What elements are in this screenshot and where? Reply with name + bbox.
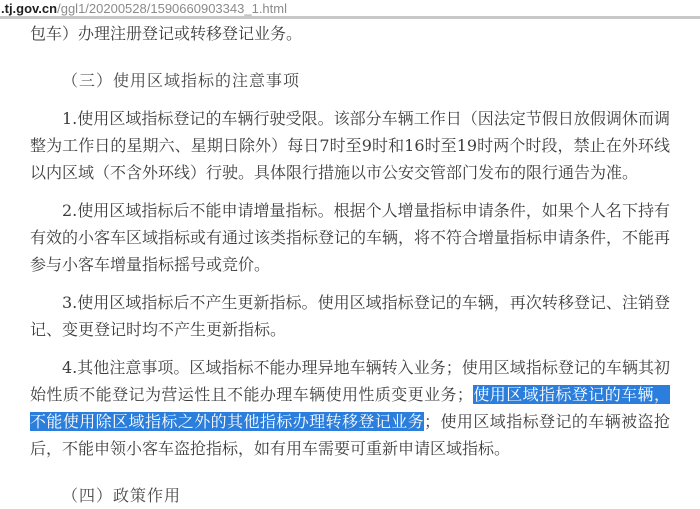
paragraph-item-4 xyxy=(30,354,670,462)
paragraph-item-3: 3.使用区域指标后不产生更新指标。使用区域指标登记的车辆，再次转移登记、注销登记、变更登记时均不产生更新指标。 xyxy=(30,293,670,339)
paragraph-item-2: 2.使用区域指标后不能申请增量指标。根据个人增量指标申请条件，如果个人名下持有有效的小客车区域指标或有通过该类指标登记的车辆，将不符合增量指标申请条件，不能再参与小客车增量指标摇号或竞价。 xyxy=(30,201,671,274)
address-bar-path: /ggl1/20200528/1590660903343_1.html xyxy=(57,1,287,16)
paragraph-item-1: 1.使用区域指标登记的车辆行驶受限。该部分车辆工作日（因法定节假日放假调休而调整为工作日的星期六、星期日除外）每日7时至9时和16时至19时两个时段，禁止在外环线以内区域（不含外环线）行驶。具体限行措施以市公安交管部门发布的限行通告为准。 xyxy=(30,109,670,182)
heading-section-3: （三）使用区域指标的注意事项 xyxy=(62,71,301,90)
address-bar[interactable] xyxy=(0,0,700,19)
heading-section-4: （四）政策作用 xyxy=(62,486,182,505)
document-body xyxy=(0,20,700,509)
paragraph-clipped-previous-section: 包车）办理注册登记或转移登记业务。 xyxy=(30,24,303,43)
address-bar-domain: .tj.gov.cn xyxy=(1,1,58,16)
item-4-text-after-selection: ；使用区域指标登记的车辆被盗抢后，不能申领小客车盗抢指标，如有用车需要可重新申请区域指标。 xyxy=(30,412,670,458)
selected-text-highlight: 使用区域指标登记的车辆，不能使用除区域指标之外的其他指标办理转移登记业务 xyxy=(30,385,670,431)
item-4-text-before-selection: 4.其他注意事项。区域指标不能办理异地车辆转入业务；使用区域指标登记的车辆其初始性质不能登记为营运性且不能办理车辆使用性质变更业务； xyxy=(30,358,670,404)
